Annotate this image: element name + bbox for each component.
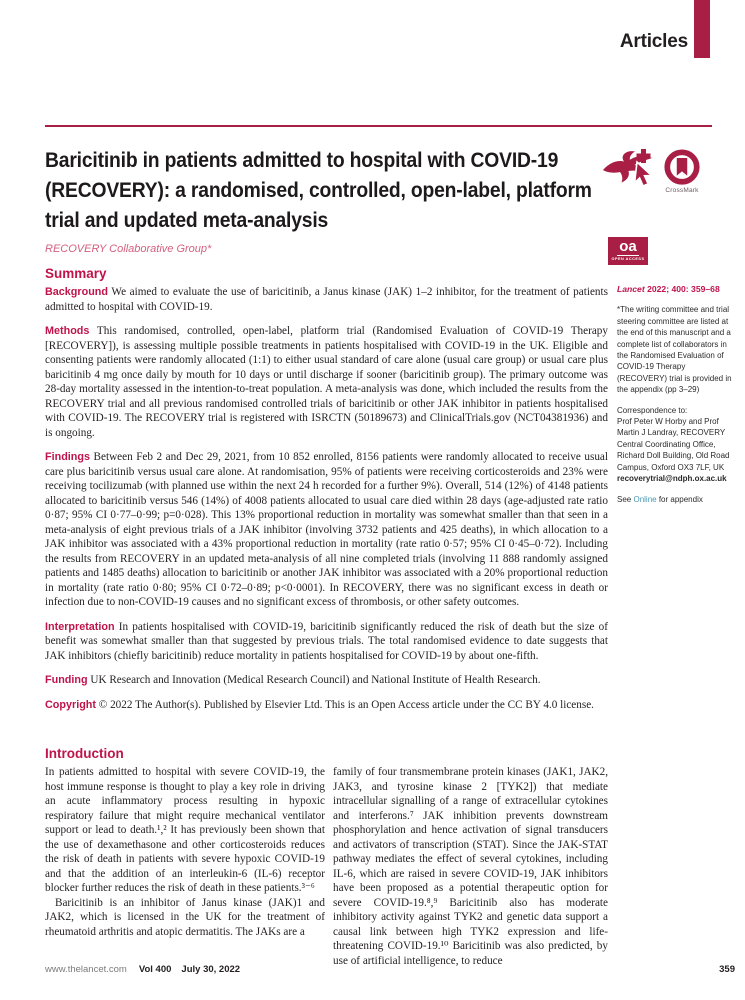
summary-funding bbox=[45, 673, 608, 688]
section-label: Articles bbox=[619, 31, 688, 52]
footer-page-number: 359 bbox=[719, 964, 735, 975]
fast-track-bird-icon bbox=[602, 149, 658, 189]
oa-text: oa bbox=[619, 238, 637, 255]
title-line-2: (RECOVERY): a randomised, controlled, open-label, platform bbox=[45, 179, 592, 202]
introduction-section bbox=[45, 746, 608, 968]
summary-interpretation bbox=[45, 620, 608, 664]
correspondence-address: Prof Peter W Horby and Prof Martin J Landray, RECOVERY Central Coordinating Office, Richard Doll Building, Old Road Campus, Oxford OX3 7LF, UK bbox=[617, 417, 730, 472]
online-link[interactable]: Online bbox=[633, 494, 657, 504]
methods-label: Methods bbox=[45, 325, 90, 337]
intro-paragraph-1: In patients admitted to hospital with severe COVID-19, the host immune response is thought to play a key role in driving an acute inflammatory process resulting in hypoxic respiratory failure that might require mechanical ventilator support or lead to death.¹,² It has previously been shown that the use of dexamethasone and other corticosteroids reduces the risk of death in patients with severe hypoxic COVID-19 and that the addition of an interleukin-6 (IL-6) receptor blocker further reduces the risk of death in these patients.³⁻⁶ bbox=[45, 766, 325, 894]
article-title bbox=[45, 146, 605, 236]
correspondence-email[interactable]: recoverytrial@ndph.ox.ac.uk bbox=[617, 474, 727, 484]
crossmark-label: CrossMark bbox=[665, 187, 699, 194]
footer-site: www.thelancet.com bbox=[45, 964, 127, 975]
findings-label: Findings bbox=[45, 451, 90, 463]
title-line-1: Baricitinib in patients admitted to hospital with COVID-19 bbox=[45, 149, 559, 172]
correspondence-label: Correspondence to: bbox=[617, 405, 688, 415]
summary-background bbox=[45, 285, 608, 314]
citation bbox=[617, 284, 733, 295]
intro-column-1 bbox=[45, 765, 325, 968]
summary-column bbox=[45, 266, 608, 722]
interpretation-text: In patients hospitalised with COVID-19, baricitinib significantly reduced the risk of death but the size of benefit was somewhat smaller than that suggested by previous trials. The total randomised evidence to date suggests that JAK inhibitors (chiefly baricitinib) reduce mortality in patients hospitalised for COVID-19 by about one-fifth. bbox=[45, 620, 608, 662]
intro-column-2 bbox=[333, 765, 608, 968]
crossmark-badge[interactable] bbox=[663, 149, 701, 194]
oa-subtext: OPEN ACCESS bbox=[611, 257, 645, 261]
summary-findings bbox=[45, 450, 608, 610]
corner-accent-bar bbox=[694, 0, 710, 58]
funding-text: UK Research and Innovation (Medical Research Council) and National Institute of Health Research. bbox=[90, 674, 541, 686]
summary-copyright bbox=[45, 698, 608, 713]
crossmark-icon bbox=[663, 149, 701, 187]
title-line-3: trial and updated meta-analysis bbox=[45, 209, 329, 232]
see-online-suffix: for appendix bbox=[656, 494, 703, 504]
margin-sidebar bbox=[617, 284, 733, 505]
summary-heading: Summary bbox=[45, 266, 107, 281]
background-text: We aimed to evaluate the use of baricitinib, a Janus kinase (JAK) 1–2 inhibitor, for the treatment of patients admitted to hospital with COVID-19. bbox=[45, 286, 608, 313]
introduction-heading: Introduction bbox=[45, 746, 124, 761]
title-icons bbox=[602, 149, 714, 194]
see-online-prefix: See bbox=[617, 494, 634, 504]
footer-volume: Vol 400 bbox=[138, 964, 172, 975]
funding-label: Funding bbox=[45, 674, 88, 686]
committee-note: *The writing committee and trial steering committee are listed at the end of this manuscript and a complete list of collaborators in the Randomised Evaluation of COVID-19 Therapy (RECOVERY) trial is provided in the appendix (pp 3–29) bbox=[617, 305, 732, 395]
summary-methods bbox=[45, 324, 608, 440]
copyright-text: © 2022 The Author(s). Published by Elsevier Ltd. This is an Open Access article under the CC BY 4.0 license. bbox=[98, 698, 594, 711]
author-line: RECOVERY Collaborative Group* bbox=[45, 243, 212, 255]
copyright-label: Copyright bbox=[45, 698, 96, 711]
citation-rest: 2022; 400: 359–68 bbox=[644, 284, 720, 294]
intro-paragraph-2-continued: family of four transmembrane protein kinases (JAK1, JAK2, JAK3, and tyrosine kinase 2 [TYK2]) that mediate intracellular signalling of a range of extracellular cytokines and interferons.⁷ JAK inhibition prevents downstream phosphorylation and hence activation of signal transducers and activators of transcription (STAT). Since the JAK-STAT pathway mediates the effect of several cytokines, including IL-6, which are raised in severe COVID-19, JAK inhibitors have been proposed as a potential therapeutic option for severe COVID-19.⁸,⁹ Baricitinib also has moderate inhibitory activity against TYK2 and genetic data support a causal link between high TYK2 expression and life-threatening COVID-19.¹⁰ Baricitinib was also predicted, by use of artificial intelligence, to reduce bbox=[333, 766, 608, 967]
methods-text: This randomised, controlled, open-label, platform trial (Randomised Evaluation of COVID-19 Therapy [RECOVERY]), is assessing multiple possible treatments in patients hospitalised with COVID-19 in the UK. Eligible and consenting patients were randomly allocated (1:1) to either usual standard of care alone (usual care group) or usual care plus baricitinib 4 mg once daily by mouth for 10 days or until discharge if sooner (baricitinib group). The primary outcome was 28-day mortality assessed in the intention-to-treat population. A meta-analysis was done, which included the results from the RECOVERY trial and all previous randomised controlled trials of baricitinib or other JAK inhibitor in patients hospitalised with COVID-19. The RECOVERY trial is registered with ISRCTN (50189673) and ClinicalTrials.gov (NCT04381936) and is ongoing. bbox=[45, 325, 608, 439]
findings-text: Between Feb 2 and Dec 29, 2021, from 10 852 enrolled, 8156 patients were randomly allocated to receive usual care plus baricitinib versus usual care alone. At randomisation, 95% of patients were receiving corticosteroids and 23% were receiving tocilizumab (with planned use within the next 24 h recorded for a further 9%). Overall, 514 (12%) of 4148 patients allocated to baricitinib versus 546 (14%) of 4008 patients allocated to usual care died within 28 days (age-adjusted rate ratio 0·87; 95% CI 0·77–0·99; p=0·028). This 13% proportional reduction in mortality was somewhat smaller than that seen in a meta-analysis of eight previous trials of a JAK inhibitor (involving 3732 patients and 425 deaths), in which allocation to a JAK inhibitor was associated with a 43% proportional reduction in mortality (rate ratio 0·57; 95% CI 0·45–0·72). Including the results from RECOVERY in an updated meta-analysis of all nine completed trials (involving 11 888 randomly assigned patients and 1485 deaths) allocation to baricitinib or another JAK inhibitor was associated with a 20% proportional reduction in mortality (rate ratio 0·80; 95% CI 0·72–0·89; p<0·0001). In RECOVERY, there was no significant excess in death or infection due to non-COVID-19 causes and no significant excess of thrombosis, or other safety outcomes. bbox=[45, 451, 608, 608]
page-footer bbox=[45, 964, 735, 975]
interpretation-label: Interpretation bbox=[45, 620, 115, 633]
background-label: Background bbox=[45, 286, 108, 298]
intro-paragraph-2: Baricitinib is an inhibitor of Janus kinase (JAK)1 and JAK2, which is licensed in the UK for the treatment of rheumatoid arthritis and atopic dermatitis. The JAKs are a bbox=[45, 896, 325, 938]
header-rule bbox=[45, 125, 712, 127]
citation-journal: Lancet bbox=[617, 284, 645, 294]
open-access-badge bbox=[608, 237, 648, 265]
see-online-note bbox=[617, 494, 733, 505]
footer-date: July 30, 2022 bbox=[181, 964, 241, 975]
